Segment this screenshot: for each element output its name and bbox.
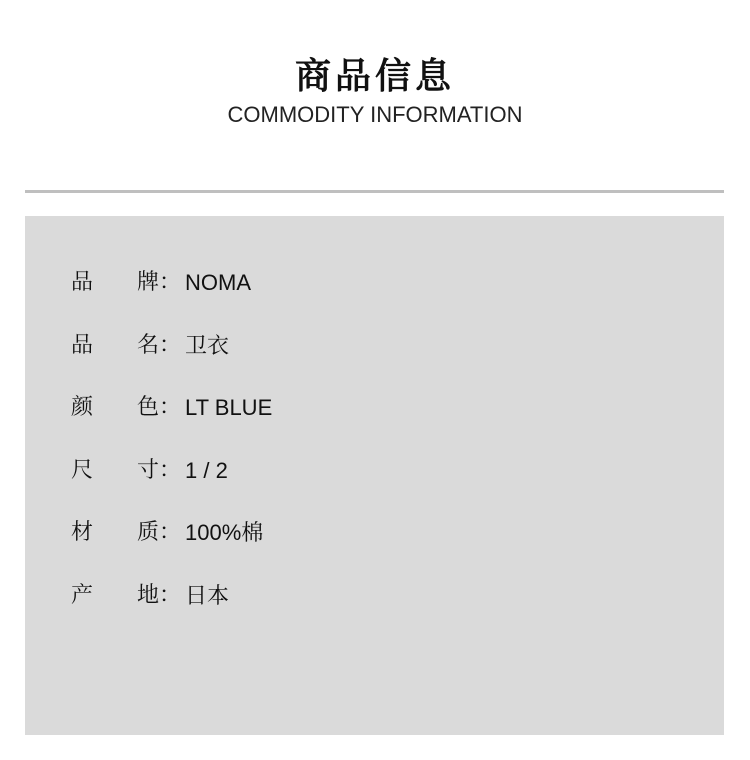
detail-list	[71, 252, 272, 627]
detail-colon: ：	[159, 582, 182, 608]
detail-colon: ：	[159, 395, 182, 421]
page-header	[0, 54, 750, 128]
detail-value-origin: 日本	[185, 582, 230, 608]
detail-label-second: 质	[137, 520, 160, 546]
detail-label-second: 色	[137, 395, 160, 421]
page-title: 商品信息	[294, 56, 455, 97]
detail-value-color: LT BLUE	[185, 395, 273, 421]
detail-label-first: 材	[71, 520, 94, 546]
info-panel	[25, 216, 724, 735]
detail-label-first: 颜	[71, 395, 94, 421]
detail-label-first: 品	[71, 270, 94, 296]
detail-row-material	[71, 502, 272, 565]
header-divider	[25, 190, 724, 193]
detail-value-brand: NOMA	[185, 270, 252, 296]
detail-value-name: 卫衣	[185, 332, 230, 358]
detail-label-second: 名	[137, 332, 160, 358]
detail-row-color	[71, 377, 272, 440]
detail-colon: ：	[159, 270, 182, 296]
detail-label-second: 地	[137, 582, 160, 608]
detail-row-size	[71, 440, 272, 503]
detail-row-brand	[71, 252, 272, 315]
detail-label-second: 牌	[137, 270, 160, 296]
detail-label-first: 尺	[71, 457, 94, 483]
detail-label-first: 产	[71, 582, 94, 608]
detail-colon: ：	[159, 457, 182, 483]
detail-colon: ：	[159, 520, 182, 546]
detail-colon: ：	[159, 332, 182, 358]
detail-value-size: 1 / 2	[185, 457, 228, 483]
detail-value-material: 100%棉	[185, 520, 264, 546]
detail-label-first: 品	[71, 332, 94, 358]
page-subtitle: COMMODITY INFORMATION	[227, 102, 523, 127]
detail-label-second: 寸	[137, 457, 160, 483]
detail-row-name	[71, 315, 272, 378]
detail-row-origin	[71, 565, 272, 628]
